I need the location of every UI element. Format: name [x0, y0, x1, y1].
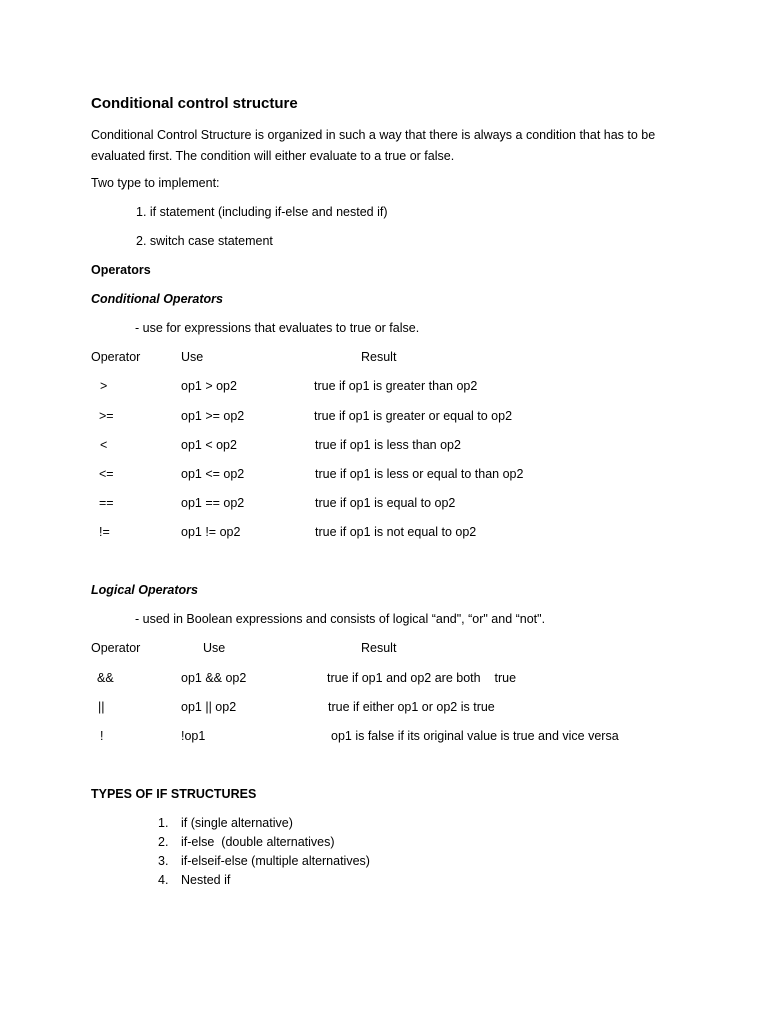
- implement-item-1: 1. if statement (including if-else and nested if): [136, 205, 388, 219]
- logical-row-3-result: op1 is false if its original value is true and vice versa: [331, 729, 619, 743]
- type-item-4-number: 4.: [158, 873, 169, 887]
- logical-row-2-result: true if either op1 or op2 is true: [328, 700, 495, 714]
- operators-heading: Operators: [91, 263, 151, 277]
- logical-row-2-use: op1 || op2: [181, 700, 237, 714]
- logical-row-1-operator: &&: [97, 671, 114, 685]
- logical-row-1-result: true if op1 and op2 are both true: [327, 671, 517, 685]
- logical-header-operator: Operator: [91, 641, 141, 655]
- logical-row-1-use: op1 && op2: [181, 671, 247, 685]
- conditional-row-2-operator: >=: [99, 409, 114, 423]
- two-type-heading: Two type to implement:: [91, 176, 220, 190]
- conditional-row-4-use: op1 <= op2: [181, 467, 245, 481]
- logical-header-use: Use: [203, 641, 226, 655]
- logical-row-2-operator: ||: [98, 700, 105, 714]
- conditional-row-6-operator: !=: [99, 525, 110, 539]
- conditional-row-3-operator: <: [100, 438, 108, 452]
- conditional-row-6-result: true if op1 is not equal to op2: [315, 525, 477, 539]
- conditional-row-5-use: op1 == op2: [181, 496, 245, 510]
- conditional-header-operator: Operator: [91, 350, 141, 364]
- logical-operators-description: - used in Boolean expressions and consists of logical “and", “or" and “not".: [135, 612, 546, 626]
- conditional-operators-heading: Conditional Operators: [91, 292, 223, 306]
- conditional-row-6-use: op1 != op2: [181, 525, 241, 539]
- conditional-header-result: Result: [361, 350, 397, 364]
- conditional-header-use: Use: [181, 350, 204, 364]
- conditional-row-3-result: true if op1 is less than op2: [315, 438, 461, 452]
- intro-paragraph: Conditional Control Structure is organized in such a way that there is always a condition that has to be evaluated first. The condition will either evaluate to a true or false.: [91, 128, 656, 163]
- logical-operators-heading: Logical Operators: [91, 583, 198, 597]
- type-item-1-text: if (single alternative): [181, 816, 293, 830]
- conditional-row-3-use: op1 < op2: [181, 438, 237, 452]
- conditional-row-1-operator: >: [100, 379, 108, 393]
- conditional-row-2-result: true if op1 is greater or equal to op2: [314, 409, 513, 423]
- type-item-2-number: 2.: [158, 835, 169, 849]
- page-title: Conditional control structure: [91, 95, 298, 112]
- type-item-4-text: Nested if: [181, 873, 231, 887]
- conditional-row-4-result: true if op1 is less or equal to than op2: [315, 467, 524, 481]
- type-item-3-text: if-elseif-else (multiple alternatives): [181, 854, 370, 868]
- type-item-3-number: 3.: [158, 854, 169, 868]
- conditional-row-1-use: op1 > op2: [181, 379, 237, 393]
- logical-row-3-operator: !: [100, 729, 104, 743]
- types-heading: TYPES OF IF STRUCTURES: [91, 787, 257, 801]
- type-item-1-number: 1.: [158, 816, 169, 830]
- implement-item-2: 2. switch case statement: [136, 234, 273, 248]
- conditional-row-4-operator: <=: [99, 467, 114, 481]
- conditional-operators-description: - use for expressions that evaluates to true or false.: [135, 321, 420, 335]
- logical-row-3-use: !op1: [181, 729, 206, 743]
- type-item-2-text: if-else (double alternatives): [181, 835, 335, 849]
- conditional-row-5-result: true if op1 is equal to op2: [315, 496, 456, 510]
- conditional-row-1-result: true if op1 is greater than op2: [314, 379, 478, 393]
- conditional-row-2-use: op1 >= op2: [181, 409, 245, 423]
- logical-header-result: Result: [361, 641, 397, 655]
- conditional-row-5-operator: ==: [99, 496, 114, 510]
